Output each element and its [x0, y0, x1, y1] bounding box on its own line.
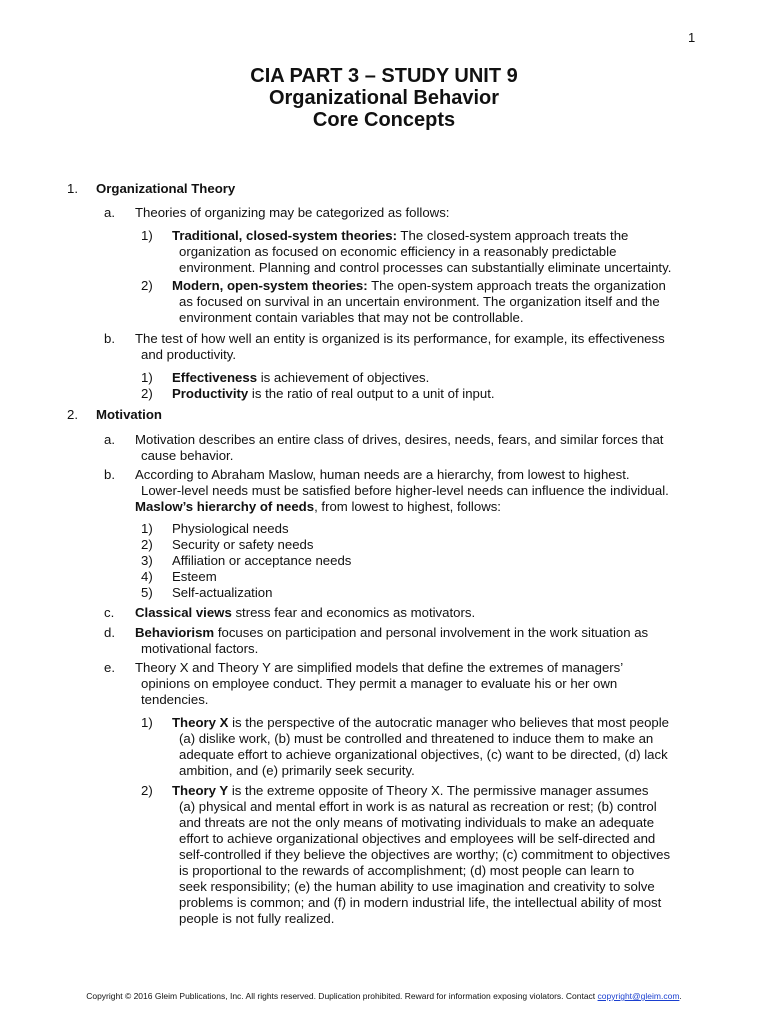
s2c-label: c. — [104, 605, 115, 620]
s1b-item1-rest: is achievement of objectives. — [257, 370, 430, 385]
theory-x-line4: ambition, and (e) primarily seek security. — [179, 763, 415, 778]
s1a-item1-line1 — [172, 228, 628, 244]
s2e-label: e. — [104, 660, 115, 675]
s2b-label: b. — [104, 467, 115, 482]
theory-y-line8: problems is common; and (f) in modern industrial life, the intellectual ability of most — [179, 895, 662, 910]
s2d-rest: focuses on participation and personal involvement in the work situation as — [214, 625, 649, 640]
classical-views-term: Classical views — [135, 605, 232, 620]
s1b-item2-rest: is the ratio of real output to a unit of input. — [248, 386, 495, 401]
theory-y-term: Theory Y — [172, 783, 229, 798]
s2a-line2: cause behavior. — [141, 448, 234, 463]
theory-x-line2: (a) dislike work, (b) must be controlled and threatened to induce them to make an — [179, 731, 654, 746]
s2e-line3: tendencies. — [141, 692, 209, 707]
s1a-item2-line1 — [172, 278, 666, 294]
copyright-footer — [0, 991, 768, 1001]
section-2-number: 2. — [67, 407, 78, 422]
s2b-line2: Lower-level needs must be satisfied before higher-level needs can influence the individual. — [141, 483, 669, 498]
s1a-label: a. — [104, 205, 115, 220]
s2c-text — [135, 605, 475, 621]
theory-y-rest: is the extreme opposite of Theory X. The permissive manager assumes — [228, 783, 649, 798]
need-4: Esteem — [172, 569, 217, 584]
s1a-item1-line3: environment. Planning and control processes can substantially eliminate uncertainty. — [179, 260, 672, 275]
theory-x-rest: is the perspective of the autocratic manager who believes that most people — [228, 715, 670, 730]
s2a-line1: Motivation describes an entire class of drives, desires, needs, fears, and similar forces that — [135, 432, 664, 447]
theory-x-line1 — [172, 715, 669, 731]
s1b-item1-number: 1) — [141, 370, 153, 385]
theory-x-line3: adequate effort to achieve organizational objectives, (c) want to be directed, (d) lack — [179, 747, 668, 762]
s2e-line2: opinions on employee conduct. They permit a manager to evaluate his or her own — [141, 676, 618, 691]
s1b-label: b. — [104, 331, 115, 346]
theory-y-number: 2) — [141, 783, 153, 798]
theory-y-line4: effort to achieve organizational objectives and employees will be self-directed and — [179, 831, 656, 846]
need-1-number: 1) — [141, 521, 153, 536]
section-1-heading: Organizational Theory — [96, 181, 236, 196]
s2d-line2: motivational factors. — [141, 641, 259, 656]
footer-end: . — [679, 991, 682, 1001]
s1b-item1-term: Effectiveness — [172, 370, 258, 385]
s2b-line1: According to Abraham Maslow, human needs are a hierarchy, from lowest to highest. — [135, 467, 630, 482]
s2d-label: d. — [104, 625, 115, 640]
need-3-number: 3) — [141, 553, 153, 568]
theory-y-line9: people is not fully realized. — [179, 911, 335, 926]
document-title — [0, 65, 768, 131]
s2e-line1: Theory X and Theory Y are simplified models that define the extremes of managers’ — [135, 660, 624, 675]
section-2-heading: Motivation — [96, 407, 162, 422]
maslow-term: Maslow’s hierarchy of needs — [135, 499, 315, 514]
s2d-line1 — [135, 625, 648, 641]
footer-text: Copyright © 2016 Gleim Publications, Inc. All rights reserved. Duplication prohibited. Reward for information exposing violators. Contact — [86, 991, 598, 1001]
s1b-line2: and productivity. — [141, 347, 237, 362]
page-number: 1 — [688, 30, 696, 45]
theory-y-line1 — [172, 783, 648, 799]
s2b-line3-rest: , from lowest to highest, follows: — [314, 499, 501, 514]
s1a-item2-line2: as focused on survival in an uncertain environment. The organization itself and the — [179, 294, 660, 309]
s2c-rest: stress fear and economics as motivators. — [231, 605, 476, 620]
need-2: Security or safety needs — [172, 537, 314, 552]
footer-email-link[interactable]: copyright@gleim.com — [597, 991, 680, 1001]
s1b-line1: The test of how well an entity is organized is its performance, for example, its effectiveness — [135, 331, 665, 346]
need-5-number: 5) — [141, 585, 153, 600]
theory-y-line2: (a) physical and mental effort in work is as natural as recreation or rest; (b) control — [179, 799, 657, 814]
theory-x-term: Theory X — [172, 715, 229, 730]
s1b-item2 — [172, 386, 495, 402]
title-line-1: CIA PART 3 – STUDY UNIT 9 — [250, 65, 518, 87]
theory-y-line3: and threats are not the only means of motivating individuals to make an adequate — [179, 815, 655, 830]
s2a-label: a. — [104, 432, 115, 447]
need-3: Affiliation or acceptance needs — [172, 553, 352, 568]
need-5: Self-actualization — [172, 585, 273, 600]
s1a-item2-number: 2) — [141, 278, 153, 293]
s1a-item2-rest: The open-system approach treats the organization — [367, 278, 666, 293]
section-1-number: 1. — [67, 181, 78, 196]
s1a-item1-number: 1) — [141, 228, 153, 243]
behaviorism-term: Behaviorism — [135, 625, 215, 640]
s1b-item2-term: Productivity — [172, 386, 249, 401]
need-4-number: 4) — [141, 569, 153, 584]
title-line-3: Core Concepts — [312, 109, 456, 131]
s1a-item1-term: Traditional, closed-system theories: — [172, 228, 397, 243]
s2b-line3 — [135, 499, 501, 515]
need-1: Physiological needs — [172, 521, 289, 536]
s1a-item1-line2: organization as focused on economic efficiency in a reasonably predictable — [179, 244, 617, 259]
s1a-item1-rest: The closed-system approach treats the — [397, 228, 629, 243]
s1a-item2-line3: environment contain variables that may not be controllable. — [179, 310, 524, 325]
theory-x-number: 1) — [141, 715, 153, 730]
need-2-number: 2) — [141, 537, 153, 552]
s1b-item1 — [172, 370, 429, 386]
s1a-item2-term: Modern, open-system theories: — [172, 278, 368, 293]
s1b-item2-number: 2) — [141, 386, 153, 401]
s1a-text: Theories of organizing may be categorized as follows: — [135, 205, 450, 220]
theory-y-line7: seek responsibility; (e) the human ability to use imagination and creativity to solve — [179, 879, 655, 894]
theory-y-line6: is proportional to the rewards of accomplishment; (d) most people can learn to — [179, 863, 635, 878]
theory-y-line5: self-controlled if they believe the objectives are worthy; (c) commitment to objectives — [179, 847, 671, 862]
title-line-2: Organizational Behavior — [268, 87, 500, 109]
